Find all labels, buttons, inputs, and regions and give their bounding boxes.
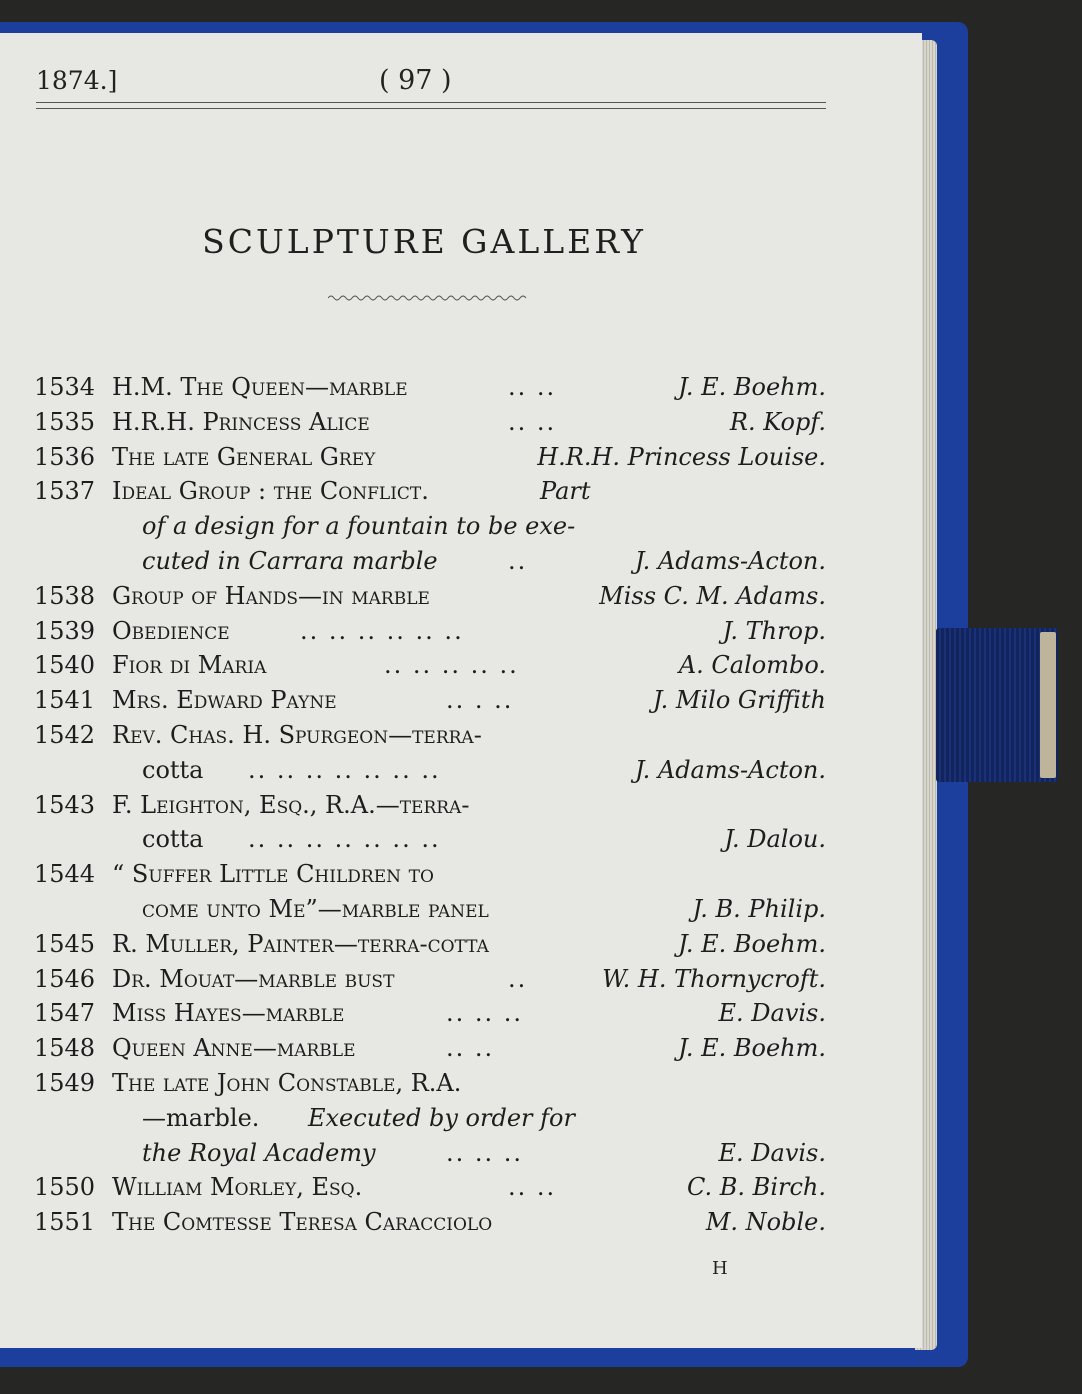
- entry-artist: E. Davis.: [718, 999, 826, 1028]
- entry-artist: R. Kopf.: [729, 407, 826, 436]
- entry-title: Mrs. Edward Payne: [112, 686, 337, 715]
- entry-artist: E. Davis.: [718, 1138, 826, 1167]
- leader-dots: .. ..: [508, 1173, 557, 1202]
- list-item: [0, 614, 922, 649]
- entry-title: Ideal Group : the Conflict.: [112, 477, 429, 506]
- bookmark-tab-end: [1040, 632, 1056, 778]
- entry-title: “ Suffer Little Children to: [112, 860, 434, 889]
- list-item: [0, 1170, 922, 1205]
- list-item: [0, 962, 922, 997]
- entry-title-continued: —marble.: [142, 1103, 260, 1132]
- list-item-continued: [0, 892, 922, 927]
- leader-dots: .. .. .. .. .. ..: [300, 616, 464, 645]
- list-item: [0, 474, 922, 509]
- entry-title-continued: come unto Me”—marble panel: [142, 894, 489, 923]
- running-header: [36, 60, 826, 96]
- entry-number: 1536: [34, 442, 96, 471]
- leader-dots: .. ..: [508, 407, 557, 436]
- entry-title: William Morley, Esq.: [112, 1173, 363, 1202]
- entry-artist: A. Calombo.: [678, 651, 826, 680]
- entry-number: 1545: [34, 929, 96, 958]
- entry-artist: J. E. Boehm.: [678, 373, 826, 401]
- entry-title: H.R.H. Princess Alice: [112, 407, 370, 436]
- list-item-continued: [0, 822, 922, 857]
- header-year: 1874.]: [36, 66, 118, 95]
- entry-title: The late John Constable, R.A.: [112, 1068, 462, 1097]
- entry-number: 1541: [34, 686, 96, 715]
- list-item: [0, 370, 922, 405]
- entry-title: The Comtesse Teresa Caracciolo: [112, 1208, 493, 1237]
- header-rule-2: [36, 108, 826, 109]
- entry-artist: C. B. Birch.: [687, 1173, 826, 1202]
- entry-number: 1550: [34, 1173, 96, 1202]
- entry-artist: W. H. Thornycroft.: [602, 964, 826, 993]
- entry-number: 1543: [34, 790, 96, 819]
- entry-title: Queen Anne—marble: [112, 1034, 356, 1063]
- header-rule: [36, 102, 826, 103]
- entry-title-continued: cotta: [142, 825, 204, 854]
- entry-note: Part: [540, 477, 591, 506]
- list-item: [0, 648, 922, 683]
- entry-title: The late General Grey: [112, 442, 376, 471]
- entry-title-continued: cotta: [142, 755, 204, 784]
- entry-artist: H.R.H. Princess Louise.: [537, 442, 826, 471]
- entry-number: 1549: [34, 1068, 96, 1097]
- entry-number: 1539: [34, 616, 96, 645]
- entry-artist: J. B. Philip.: [692, 894, 826, 923]
- entry-note: Executed by order for: [308, 1103, 575, 1132]
- entry-artist: J. Adams-Acton.: [634, 755, 826, 784]
- entry-artist: J. E. Boehm.: [678, 1034, 826, 1063]
- entry-artist: J. Throp.: [722, 616, 826, 645]
- list-item: [0, 857, 922, 892]
- entry-number: 1534: [34, 373, 96, 401]
- leader-dots: ..: [508, 546, 528, 575]
- entry-number: 1551: [34, 1208, 96, 1237]
- ornament-divider: [328, 293, 528, 303]
- signature-mark: H: [712, 1258, 728, 1279]
- list-item: [0, 927, 922, 962]
- entry-title: Miss Hayes—marble: [112, 999, 345, 1028]
- leader-dots: ..: [508, 964, 528, 993]
- entry-note: cuted in Carrara marble: [142, 546, 438, 575]
- entry-note: of a design for a fountain to be exe-: [142, 512, 576, 541]
- page-title: SCULPTURE GALLERY: [202, 222, 646, 261]
- entry-number: 1537: [34, 477, 96, 506]
- entry-number: 1547: [34, 999, 96, 1028]
- list-item: [0, 440, 922, 475]
- entry-artist: Miss C. M. Adams.: [599, 581, 826, 610]
- entry-artist: J. E. Boehm.: [678, 929, 826, 958]
- entry-artist: J. Milo Griffith: [652, 686, 826, 715]
- entry-title: Dr. Mouat—marble bust: [112, 964, 395, 993]
- entry-number: 1544: [34, 860, 96, 889]
- leader-dots: .. .. .. .. .. .. ..: [248, 825, 441, 854]
- list-item: [0, 683, 922, 718]
- leader-dots: .. .. ..: [446, 1138, 524, 1167]
- page-number: ( 97 ): [379, 65, 452, 96]
- list-item: [0, 788, 922, 823]
- entry-number: 1538: [34, 581, 96, 610]
- leader-dots: .. .. ..: [446, 999, 524, 1028]
- list-item: [0, 996, 922, 1031]
- list-item: [0, 1031, 922, 1066]
- list-item: [0, 1066, 922, 1101]
- list-item-continued: [0, 544, 922, 579]
- leader-dots: .. ..: [508, 373, 557, 401]
- entry-title: Obedience: [112, 616, 230, 645]
- entry-title: Rev. Chas. H. Spurgeon—terra-: [112, 720, 482, 749]
- list-item-continued: [0, 509, 922, 544]
- entry-artist: M. Noble.: [705, 1208, 826, 1237]
- list-item-continued: [0, 1136, 922, 1171]
- entry-artist: J. Dalou.: [724, 825, 826, 854]
- leader-dots: .. .. .. .. ..: [384, 651, 519, 680]
- entry-title: H.M. The Queen—marble: [112, 373, 408, 401]
- entry-title: F. Leighton, Esq., R.A.—terra-: [112, 790, 470, 819]
- leader-dots: .. ..: [446, 1034, 495, 1063]
- leader-dots: .. .. .. .. .. .. ..: [248, 755, 441, 784]
- list-item-continued: [0, 1101, 922, 1136]
- entry-title: Fior di Maria: [112, 651, 267, 680]
- list-item: [0, 1205, 922, 1240]
- entry-number: 1546: [34, 964, 96, 993]
- list-item: [0, 579, 922, 614]
- entry-artist: J. Adams-Acton.: [634, 546, 826, 575]
- list-item: [0, 718, 922, 753]
- entry-title: Group of Hands—in marble: [112, 581, 430, 610]
- catalogue-list: [0, 336, 922, 1237]
- list-item: [0, 405, 922, 440]
- entry-note: the Royal Academy: [142, 1138, 376, 1167]
- entry-title: R. Muller, Painter—terra-cotta: [112, 929, 489, 958]
- entry-number: 1542: [34, 720, 96, 749]
- list-item-continued: [0, 753, 922, 788]
- entry-number: 1535: [34, 407, 96, 436]
- entry-number: 1548: [34, 1034, 96, 1063]
- leader-dots: .. . ..: [446, 686, 514, 715]
- entry-number: 1540: [34, 651, 96, 680]
